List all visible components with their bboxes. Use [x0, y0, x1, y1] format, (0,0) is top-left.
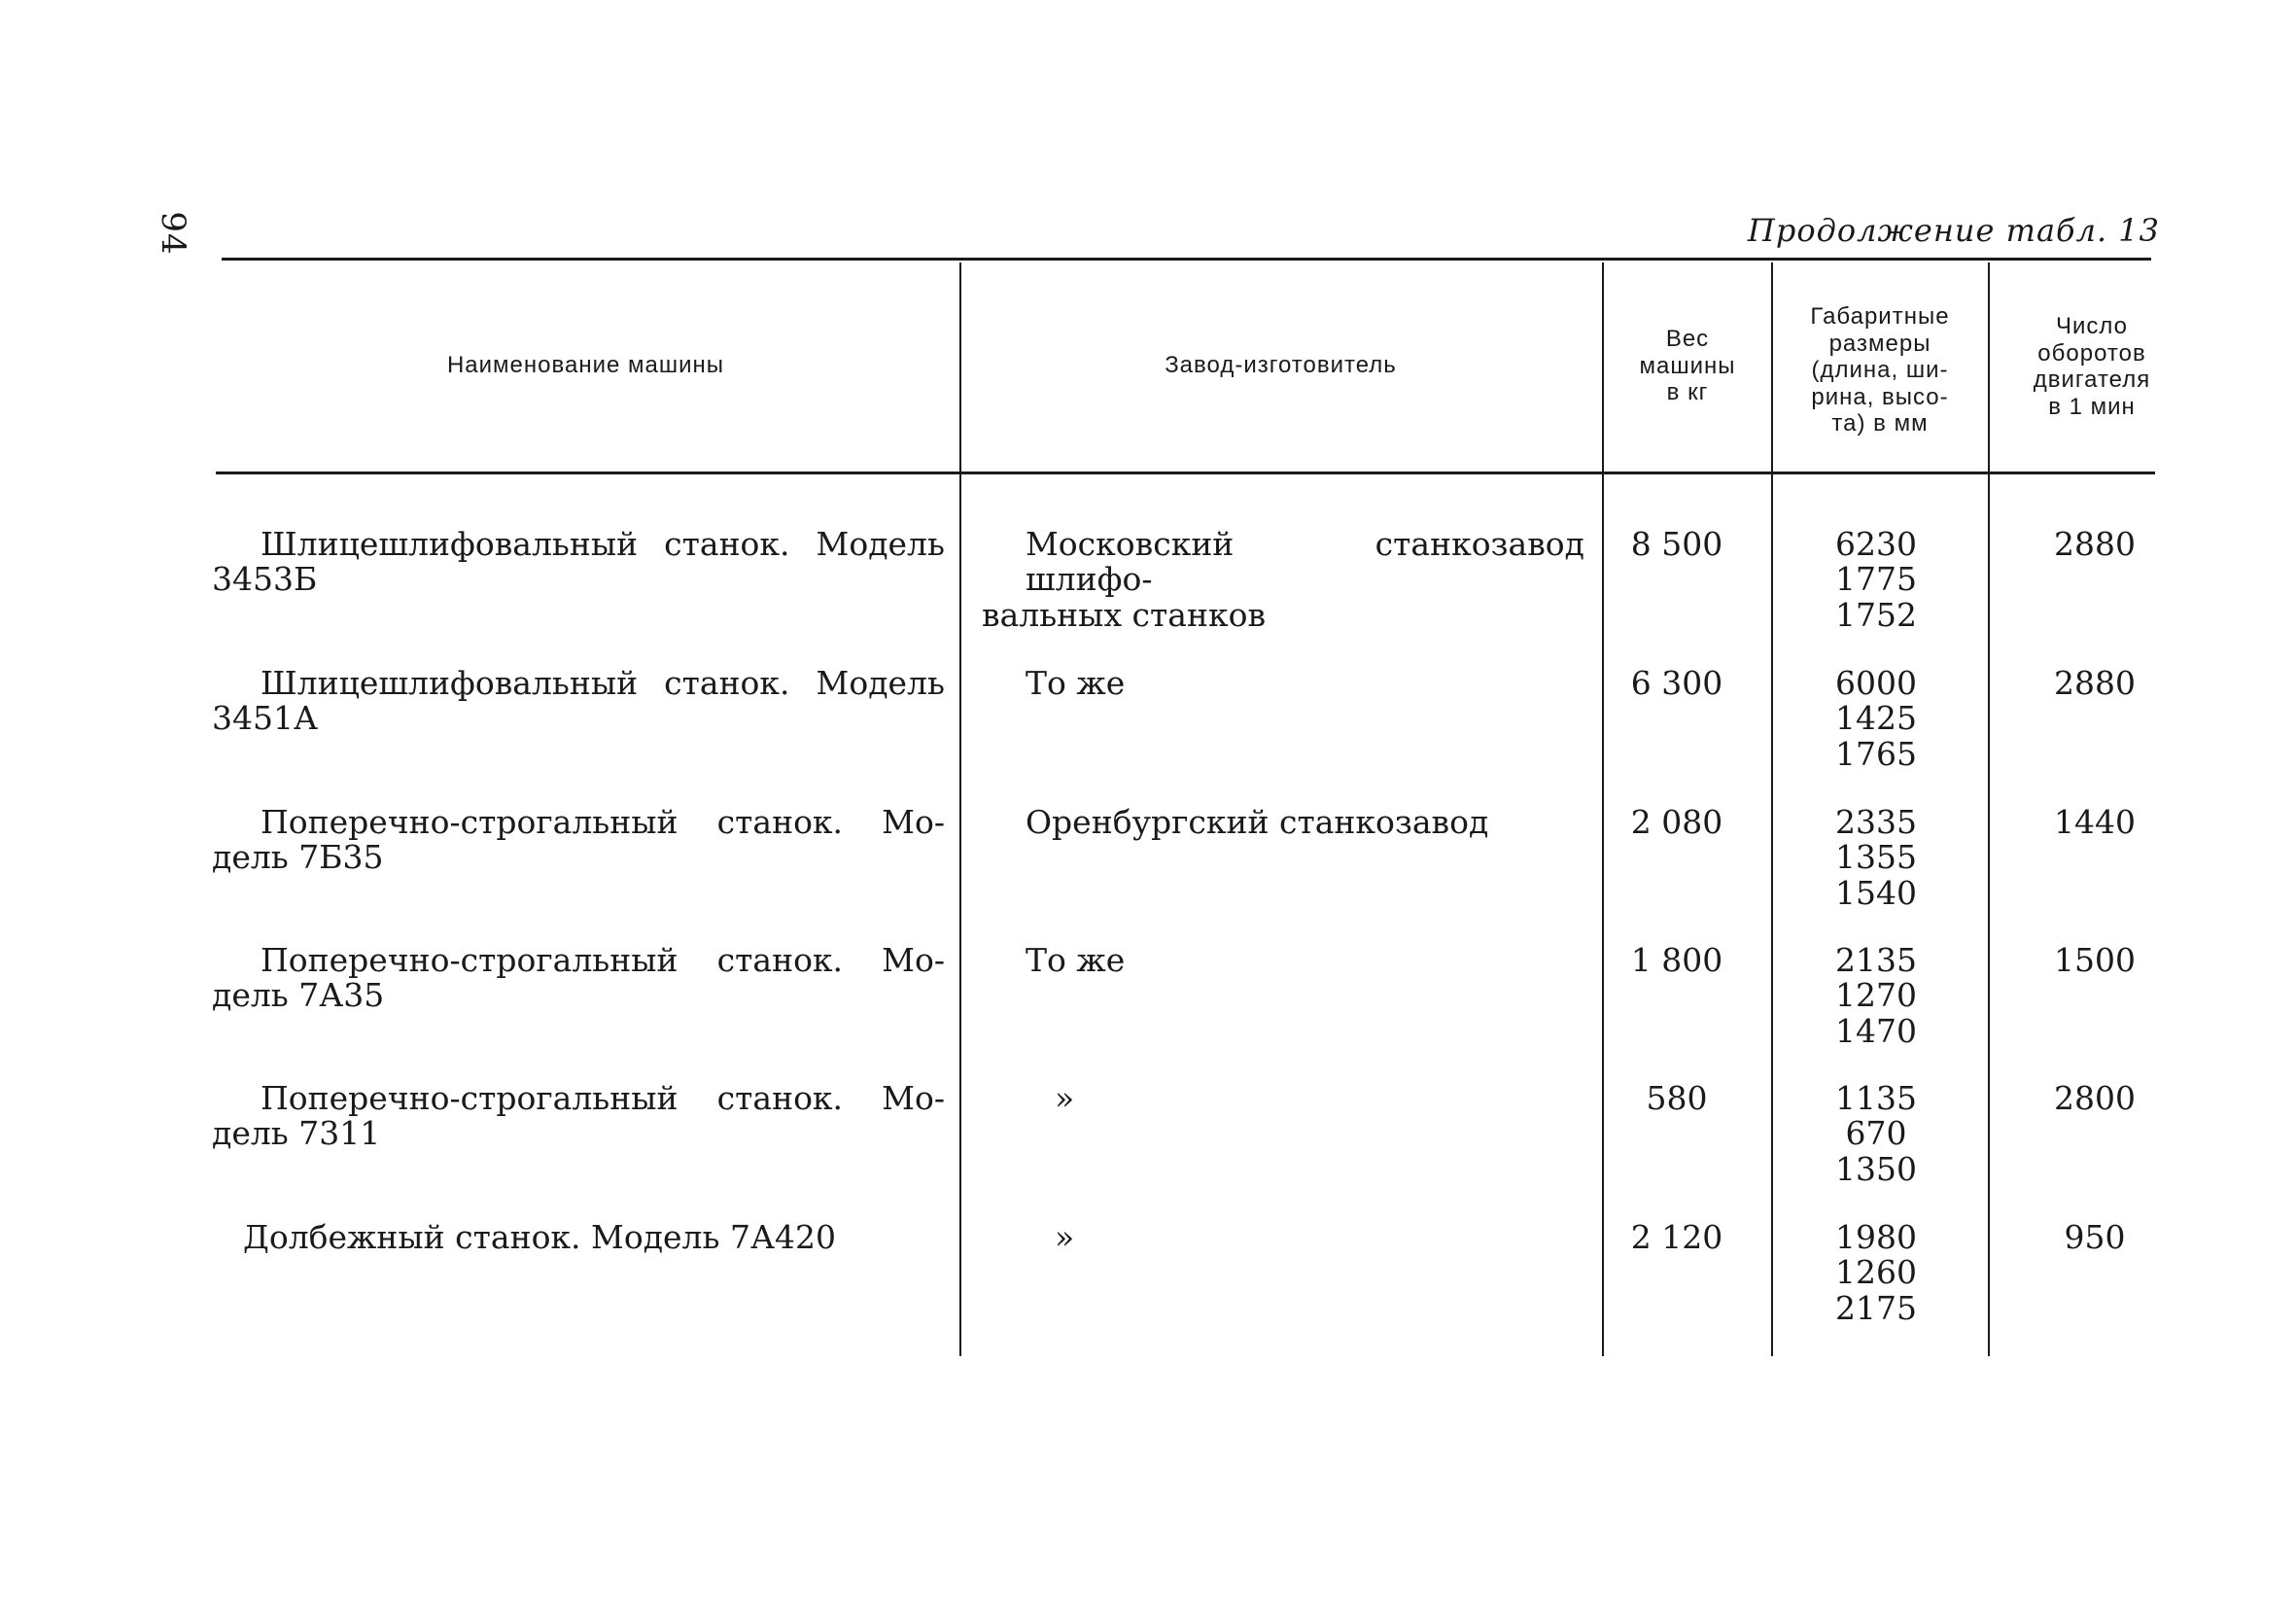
row-5-dims: 1135 670 1350	[1835, 1079, 1917, 1188]
row-2-name: Шлицешлифовальный станок. Модель 3451А	[212, 664, 945, 738]
header-bottom-rule	[216, 472, 2155, 474]
row-2-dims: 6000 1425 1765	[1835, 664, 1917, 773]
row-1-weight: 8 500	[1630, 525, 1723, 563]
row-5-weight: 580	[1646, 1079, 1708, 1117]
column-divider-1	[959, 262, 961, 1356]
row-3-factory: Оренбургский станкозавод	[1026, 803, 1489, 841]
row-3-weight: 2 080	[1630, 803, 1723, 841]
row-3-dims: 2335 1355 1540	[1835, 803, 1917, 912]
page-number: 94	[154, 211, 192, 256]
header-weight: Вес машины в кг	[1639, 326, 1736, 406]
row-2-factory: То же	[1026, 664, 1126, 702]
row-1-dims: 6230 1775 1752	[1835, 525, 1917, 634]
header-name: Наименование машины	[446, 352, 725, 378]
row-1-name: Шлицешлифовальный станок. Модель 3453Б	[212, 525, 945, 599]
row-5-name: Поперечно-строгальный станок. Мо- дель 7311	[212, 1079, 945, 1153]
header-rpm: Число оборотов двигателя в 1 мин	[2033, 313, 2151, 420]
row-5-rpm: 2800	[2054, 1079, 2136, 1117]
row-4-weight: 1 800	[1630, 941, 1723, 979]
row-1-factory: Московский станкозавод шлифо- вальных станков	[982, 525, 1584, 634]
row-2-weight: 6 300	[1630, 664, 1723, 702]
row-6-name: Долбежный станок. Модель 7А420	[243, 1218, 836, 1256]
row-1-rpm: 2880	[2054, 525, 2136, 563]
row-3-name: Поперечно-строгальный станок. Мо- дель 7Б35	[212, 803, 945, 877]
table-continuation-caption: Продолжение табл. 13	[1747, 212, 2160, 249]
row-4-factory: То же	[1026, 941, 1126, 979]
row-4-dims: 2135 1270 1470	[1835, 941, 1917, 1050]
header-factory: Завод-изготовитель	[1165, 352, 1397, 378]
header-dims: Габаритные размеры (длина, ши- рина, высо- та) в мм	[1810, 303, 1950, 437]
row-4-rpm: 1500	[2054, 941, 2136, 979]
row-2-rpm: 2880	[2054, 664, 2136, 702]
row-6-rpm: 950	[2064, 1218, 2126, 1256]
row-3-rpm: 1440	[2054, 803, 2136, 841]
row-4-name: Поперечно-строгальный станок. Мо- дель 7А35	[212, 941, 945, 1015]
row-5-factory: »	[1055, 1079, 1075, 1117]
row-6-weight: 2 120	[1630, 1218, 1723, 1256]
table-top-rule	[222, 258, 2151, 261]
row-6-dims: 1980 1260 2175	[1835, 1218, 1917, 1327]
row-6-factory: »	[1055, 1218, 1075, 1256]
